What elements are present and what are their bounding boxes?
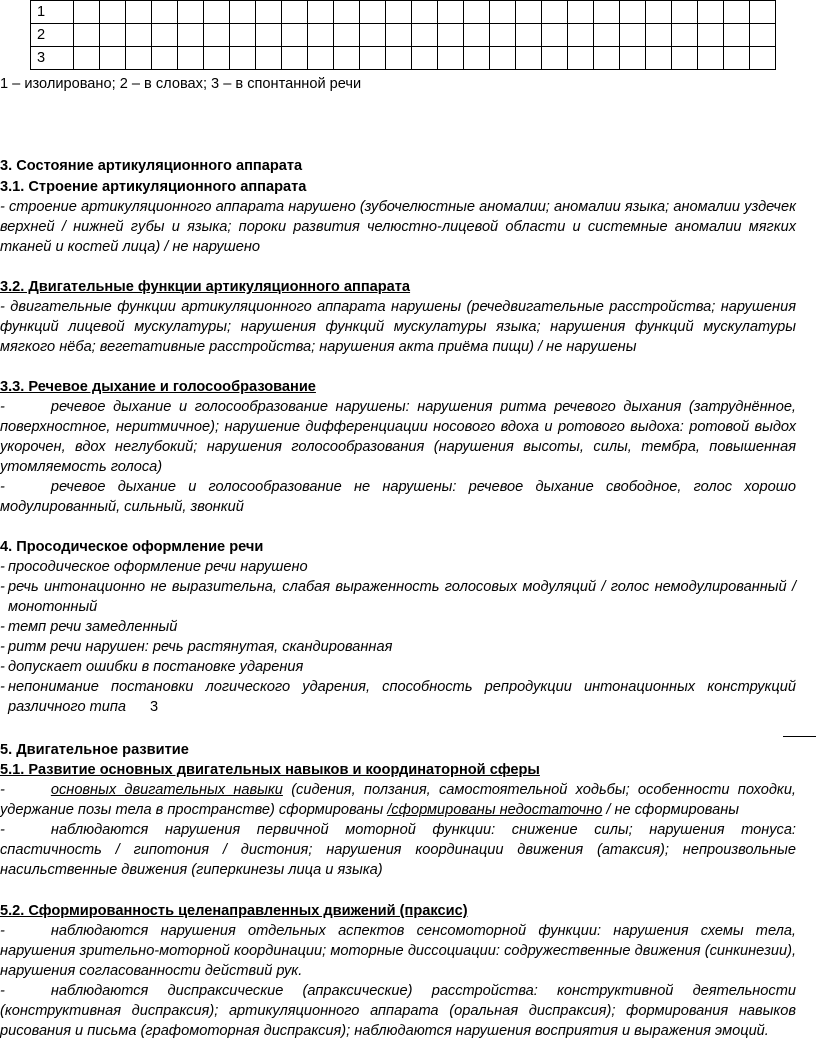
table-cell: [438, 1, 464, 24]
table-cell: [204, 24, 230, 47]
table-cell: [568, 1, 594, 24]
section-3-3-item-2: - речевое дыхание и голосообразование не нарушены: речевое дыхание свободное, голос хорошо модулированный, сильный, звонкий: [0, 479, 796, 515]
table-cell: [74, 47, 100, 70]
table-cell: [334, 47, 360, 70]
table-cell: [178, 24, 204, 47]
table-cell: [386, 1, 412, 24]
section-5-1-item-2: - наблюдаются нарушения первичной моторной функции: снижение силы; нарушения тонуса: спастичность / гипотония / дистония; нарушения координации движения (атаксия); непроизвольные насильственные движения (гиперкинезы лица и языка): [0, 822, 796, 878]
table-cell: [620, 1, 646, 24]
section-3-1-text: - строение артикуляционного аппарата нарушено (зубочелюстные аномалии; аномалии языка; аномалии уздечек верхней / нижней губы и языка; пороки развития челюстно-лицевой области и системные аномалии мягких тканей и костей лица) / не нарушено: [0, 199, 796, 255]
table-cell: [490, 47, 516, 70]
section-5-2-heading: 5.2. Сформированность целенаправленных движений (праксис): [0, 903, 468, 919]
table-cell: [698, 24, 724, 47]
table-cell: [386, 47, 412, 70]
table-cell: [100, 1, 126, 24]
section-5-2-item-2: - наблюдаются диспраксические (апраксические) расстройства: конструктивной деятельности (конструктивная диспраксия); артикуляционного аппарата (оральная диспраксия); формирования навыков рисования и письма (графомоторная диспраксия); наблюдаются нарушения восприятия и выражения эмоций.: [0, 983, 796, 1039]
table-cell: [750, 47, 776, 70]
section-3-3-heading: 3.3. Речевое дыхание и голосообразование: [0, 379, 316, 395]
table-cell: [204, 1, 230, 24]
table-cell: [698, 1, 724, 24]
table-cell: [282, 47, 308, 70]
section-5-heading: 5. Двигательное развитие: [0, 742, 189, 758]
table-row: [31, 47, 776, 70]
articulation-table: [30, 0, 776, 70]
table-cell: [594, 47, 620, 70]
section-3-2-heading: 3.2. Двигательные функции артикуляционного аппарата: [0, 279, 411, 295]
table-cell: [724, 47, 750, 70]
table-cell: [672, 47, 698, 70]
list-item: - темп речи замедленный: [0, 619, 178, 635]
table-row: [31, 24, 776, 47]
table-cell: [568, 24, 594, 47]
section-4-list: [0, 557, 796, 717]
table-cell: [308, 47, 334, 70]
table-cell: [152, 24, 178, 47]
table-cell: [516, 24, 542, 47]
table-cell: [178, 47, 204, 70]
table-cell: [724, 1, 750, 24]
table-cell: [750, 24, 776, 47]
table-cell: [230, 47, 256, 70]
table-cell: [646, 24, 672, 47]
table-cell: [256, 24, 282, 47]
table-cell: [620, 24, 646, 47]
table-cell: [464, 24, 490, 47]
table-cell: [750, 1, 776, 24]
table-cell: [464, 1, 490, 24]
table-cell: [438, 24, 464, 47]
row-number-cell: 3: [31, 47, 74, 70]
table-cell: [516, 1, 542, 24]
list-item: - непонимание постановки логического ударения, способность репродукции интонационных конструкций различного типа 3: [0, 679, 796, 715]
table-cell: [646, 47, 672, 70]
table-cell: [74, 1, 100, 24]
table-cell: [594, 1, 620, 24]
table-cell: [100, 47, 126, 70]
section-5-2-item-1: - наблюдаются нарушения отдельных аспектов сенсомоторной функции: нарушения схемы тела, нарушения зрительно-моторной координации; моторные диссоциации: содружественные движения (синкинезии), нарушения согласованности действий рук.: [0, 923, 796, 979]
table-row: [31, 1, 776, 24]
table-cell: [490, 24, 516, 47]
row-number-cell: 2: [31, 24, 74, 47]
table-cell: [308, 1, 334, 24]
list-item: - речь интонационно не выразительна, слабая выраженность голосовых модуляций / голос немодулированный / монотонный: [0, 579, 796, 615]
table-cell: [698, 47, 724, 70]
section-4-heading: 4. Просодическое оформление речи: [0, 539, 264, 555]
table-cell: [412, 24, 438, 47]
table-cell: [282, 1, 308, 24]
table-cell: [542, 24, 568, 47]
table-cell: [594, 24, 620, 47]
table-cell: [230, 24, 256, 47]
table-cell: [126, 1, 152, 24]
section-3-heading: 3. Состояние артикуляционного аппарата: [0, 158, 303, 174]
table-cell: [412, 47, 438, 70]
section-3-3-item-2-text: речевое дыхание и голосообразование не нарушены: речевое дыхание свободное, голос хорошо модулированный, сильный, звонкий: [0, 479, 796, 515]
table-cell: [360, 47, 386, 70]
list-item: - ритм речи нарушен: речь растянутая, скандированная: [0, 639, 393, 655]
divider: [783, 736, 816, 737]
list-item: - допускает ошибки в постановке ударения: [0, 659, 304, 675]
table-cell: [412, 1, 438, 24]
table-cell: [256, 1, 282, 24]
table-cell: [438, 47, 464, 70]
page-number: 3: [150, 699, 159, 715]
table-cell: [724, 24, 750, 47]
table-cell: [152, 1, 178, 24]
section-5-1-item-1: - основных двигательных навыки (сидения, ползания, самостоятельной ходьбы; особенности походки, удержание позы тела в пространстве) сформированы /сформированы недостаточно / не сформированы: [0, 782, 796, 818]
table-cell: [360, 1, 386, 24]
table-cell: [334, 24, 360, 47]
section-3-3-item-1: - речевое дыхание и голосообразование нарушены: нарушения ритма речевого дыхания (затруднённое, поверхностное, неритмичное); нарушение дифференциации носового вдоха и ротового выдоха: ротовой выдох укорочен, вдох неглубокий; нарушения голосообразования (нарушения высоты, силы, тембра, повышенная утомляемость голоса): [0, 399, 796, 475]
list-item: - просодическое оформление речи нарушено: [0, 559, 308, 575]
table-cell: [126, 47, 152, 70]
section-3-1-heading: 3.1. Строение артикуляционного аппарата: [0, 179, 307, 195]
table-cell: [464, 47, 490, 70]
table-cell: [672, 1, 698, 24]
section-3-2-text: - двигательные функции артикуляционного аппарата нарушены (речедвигательные расстройства; нарушения функций лицевой мускулатуры; нарушения функций мускулатуры языка; нарушения функций мускулатуры мягкого нёба; вегетативные расстройства; нарушения акта приёма пищи) / не нарушены: [0, 299, 796, 355]
table-cell: [490, 1, 516, 24]
table-cell: [386, 24, 412, 47]
table-cell: [282, 24, 308, 47]
table-cell: [542, 47, 568, 70]
table-cell: [230, 1, 256, 24]
table-cell: [74, 24, 100, 47]
section-5-1-heading: 5.1. Развитие основных двигательных навыков и координаторной сферы: [0, 762, 540, 778]
table-cell: [646, 1, 672, 24]
table-cell: [308, 24, 334, 47]
table-legend: 1 – изолировано; 2 – в словах; 3 – в спонтанной речи: [0, 76, 362, 92]
table-cell: [620, 47, 646, 70]
table-cell: [542, 1, 568, 24]
table-cell: [100, 24, 126, 47]
table-cell: [178, 1, 204, 24]
row-number-cell: 1: [31, 1, 74, 24]
table-cell: [152, 47, 178, 70]
table-cell: [126, 24, 152, 47]
section-3-3-item-1-text: речевое дыхание и голосообразование нарушены: нарушения ритма речевого дыхания (затруднённое, поверхностное, неритмичное); нарушение дифференциации носового вдоха и ротового выдоха: ротовой выдох укорочен, вдох неглубокий; нарушения голосообразования (нарушения высоты, силы, тембра, повышенная утомляемость голоса): [0, 399, 796, 475]
table-cell: [204, 47, 230, 70]
table-cell: [256, 47, 282, 70]
table-cell: [568, 47, 594, 70]
table-cell: [360, 24, 386, 47]
table-cell: [516, 47, 542, 70]
table-cell: [672, 24, 698, 47]
table-cell: [334, 1, 360, 24]
